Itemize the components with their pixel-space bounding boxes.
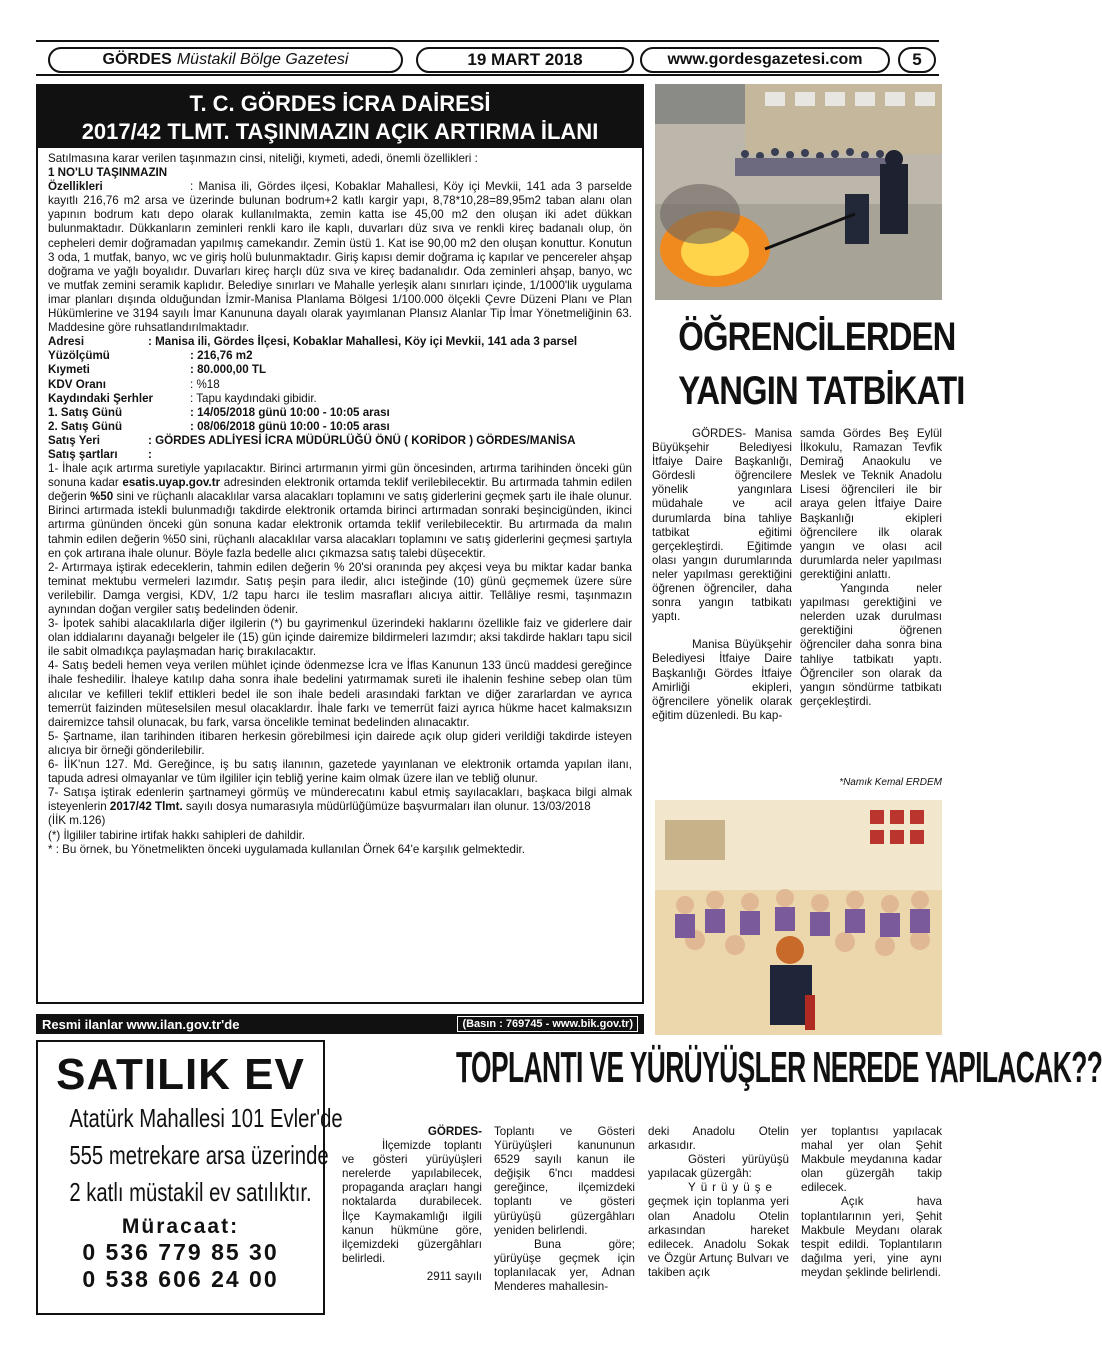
field-label: Satış şartları: [48, 447, 118, 461]
notice-title: [38, 86, 642, 148]
condition-6: 6- İİK'nun 127. Md. Gereğince, iş bu satış ilanının, gazetede yayınlanan ve elektronik ortamda yapılan ilanı, tapuda adresi olmayanlar ve tüm ilgililer için tebliğ yerine kaim olmak üzere ilan ve tebliğ olunur.: [48, 758, 632, 786]
esatis-link[interactable]: esatis.uyap.gov.tr: [122, 476, 221, 490]
notice-item-title: 1 NO'LU TAŞINMAZIN: [48, 166, 168, 180]
field-sale-conditions: [48, 448, 632, 462]
fire-article-p1: GÖRDES- Manisa Büyükşehir Belediyesi İtfaiye Daire Başkanlığı, Gördesli öğrencilere yönelik yangınlara müdahale ve acil durumlarda bina tahliye tatbikat eğitimi gerçekleştirdi. Eğitimde olası yangın durumlarında neler yapılması gerektiğini öğrenen öğrenciler, daha sonra yangın tatbikatı yaptı.: [652, 427, 792, 624]
notice-title-line2: 2017/42 TLMT. TAŞINMAZIN AÇIK ARTIRMA İLANI: [81, 119, 599, 144]
features-label: Özellikleri: [48, 180, 103, 194]
rally-article-p5: Gösteri yürüyüşü yapılacak güzergâh:: [648, 1153, 789, 1181]
field-label: KDV Oranı: [48, 377, 106, 391]
official-ads-link[interactable]: Resmi ilanlar www.ilan.gov.tr'de: [42, 1016, 240, 1032]
condition-text: sini ve rüçhanlı alacaklılar varsa alacakları toplamını ve satış giderlerini geçmek şartı ile ihale olunur. Birinci artırmada istekli bulunmadığı takdirde elektronik ortamda birinci artırmadan sonraki beşincigünden, ikinci artırma gününden önceki gün sonuna kadar elektronik ortamda teklif verilebilecektir. Bu artırmada da malın tahmin edilen değerin %50 sini, rüçhanlı alacaklılar varsa alacakları toplamını ve satış giderlerini geçmesi şartıyla en çok artırana ihale olunur. Böyle fazla bedelle alıcı çıkmazsa satış talebi düşecektir.: [48, 490, 632, 560]
page-number: 5: [898, 47, 936, 73]
rally-article-p4: deki Anadolu Otelin arkasıdır.: [648, 1125, 789, 1153]
rally-dateline: GÖRDES-: [427, 1125, 482, 1138]
condition-1: [48, 462, 632, 561]
ad-phone-1[interactable]: 0 536 779 85 30: [82, 1239, 279, 1265]
rally-headline: TOPLANTI VE YÜRÜYÜŞLER NEREDE YAPILACAK??: [456, 1043, 1102, 1092]
rally-article-col3: [648, 1125, 789, 1280]
field-annotations: [48, 392, 632, 406]
rally-article-col4: [801, 1125, 942, 1280]
condition-text: sayılı dosya numarasıyla müdürlüğümüze başvurmaları ilan olunur. 13/03/2018: [182, 800, 591, 814]
condition-percent: %50: [89, 490, 114, 504]
issue-date: 19 MART 2018: [416, 47, 634, 73]
notice-features: [48, 180, 632, 335]
field-label: Satış Yeri: [48, 433, 100, 447]
field-area: [48, 349, 632, 363]
ad-title: SATILIK EV: [56, 1050, 305, 1099]
field-value: : 80.000,00 TL: [190, 363, 267, 377]
newspaper-title: GÖRDES: [102, 51, 172, 68]
rally-article-p1: İlçemizde toplantı ve gösteri yürüyüşleri nerelerde yapılabilecek, propaganda araçları hangi noktalarda durabilecek. İlçe Kaymakamlığı ilgili kanun hükmüne göre, ilçemizdeki güzergâhları belirledi.: [342, 1139, 482, 1265]
field-value: : 08/06/2018 günü 10:00 - 10:05 arası: [190, 419, 390, 433]
rally-text: geçmek için toplanma yeri olan Anadolu Otelin arkasından hareket edilecek. Anadolu Sokak ve Özgür Artunç Bulvarı ve takiben açık: [648, 1195, 789, 1279]
ad-line-2: 555 metrekare arsa üzerinde: [69, 1140, 329, 1170]
website-link[interactable]: www.gordesgazetesi.com: [640, 47, 890, 73]
field-value: :: [148, 447, 152, 461]
field-value: : 14/05/2018 günü 10:00 - 10:05 arası: [190, 405, 390, 419]
fire-drill-photo-graphic: [655, 84, 942, 300]
newspaper-subtitle: Müstakil Bölge Gazetesi: [176, 51, 349, 68]
field-label: Kıymeti: [48, 363, 90, 377]
footnote-1: (*) İlgililer tabirine irtifak hakkı sahipleri de dahildir.: [48, 828, 306, 842]
field-value: : %18: [190, 377, 220, 391]
house-for-sale-ad: [36, 1040, 343, 1315]
notice-footer: [36, 1014, 644, 1034]
rally-article-p2: Toplantı ve Gösteri Yürüyüşleri kanununun 6529 sayılı kanun ile değişik 6'ncı maddesi gereğince, ilçemizdeki toplantı ve gösteri yürüyüşü güzergâhları yeniden belirlendi.: [494, 1125, 635, 1237]
fire-drill-headline: [678, 310, 965, 418]
ad-line-3: 2 katlı müstakil ev satılıktır.: [69, 1177, 312, 1207]
classroom-photo-graphic: [655, 800, 942, 1035]
fire-article-col1: [652, 427, 792, 723]
ad-phone-2[interactable]: 0 538 606 24 00: [82, 1266, 279, 1292]
features-text: : Manisa ili, Gördes ilçesi, Kobaklar Mahallesi, Köy içi Mevkii, 141 ada 3 parselde kayıtlı 216,76 m2 arsa ve üzerinde bulunan bodrum+2 katlı kargir yapı, 8,78*10,28=89,95m2 taban alanı olan yapının bodrum katı depo olarak kullanılmakta, zemin katta ise 45,00 m2 den oluşan iki adet dükkan bulunmaktadır. Dükkanların zeminleri renkli karo ile kaplı, duvarları düz sıva ve renkli kireç badanalı olup, ön cepheleri demir doğramadan yapılmış camekandır. Zemin üstü 1. Kat ise 90,00 m2 den oluşan konuttur. Konutun 3 oda, 1 mutfak, banyo, wc ve giriş holü bulunmaktadır. Giriş kapısı demir doğrama iç kapılar ve pencereler ahşap doğrama ve yağlı boyalıdır. Duvarları kireç harçlı düz sıva ve kireç badanalıdır. Oda zeminleri ahşap, banyo, wc ve mutfak zemini seramik kaplıdır. Belediye sınırları ve Mahalle yerleşik alanı sınırları içinde, 1/1000'lik uygulama imar planları dışında olduğundan İzmir-Manisa Planlama Bölgesi 1/100.000 ölçekli Çevre Düzeni Planı ve Plan Hükümlerine ve 3194 sayılı İmar Kanununa dayalı olarak yayımlanan Plansız Alanlar Tip İmar Yönetmeliğinin 63. Maddesine göre ruhsatlandırılmaktadır.: [48, 180, 632, 335]
field-sale-day-2: [48, 420, 632, 434]
footnote-2: * : Bu örnek, bu Yönetmelikten önceki uygulamada kullanılan Örnek 64'e karşılık gelmektedir.: [48, 842, 525, 856]
field-label: Yüzölçümü: [48, 349, 110, 363]
auction-notice: [36, 84, 644, 1004]
field-label: Adresi: [48, 335, 85, 349]
condition-5: 5- Şartname, ilan tarihinden itibaren herkesin görebilmesi için dairede açık olup gideri verildiği takdirde isteyen alıcıya bir örneği gönderilebilir.: [48, 729, 632, 757]
fire-article-col2: [800, 427, 942, 709]
field-label: 2. Satış Günü: [48, 419, 123, 433]
law-reference: (İİK m.126): [48, 814, 106, 828]
condition-text: 1- İhale açık artırma suretiyle yapılacaktır. Birinci artırmanın yirmi gün öncesinden, artırma tarihinden önceki gün sonuna kadar: [48, 462, 632, 490]
rally-article-p6: [648, 1181, 789, 1280]
field-sale-place: [48, 434, 632, 448]
field-value: : GÖRDES ADLİYESİ İCRA MÜDÜRLÜĞÜ ÖNÜ ( KORİDOR ) GÖRDES/MANİSA: [148, 433, 576, 447]
condition-4: 4- Satış bedeli hemen veya verilen mühlet içinde ödenmezse İcra ve İflas Kanunun 133 üncü maddesi gereğince ihale feshedilir. İhaleye katılıp daha sonra ihale bedelini yatırmamak sureti ile ihalenin feshine sebep olan tüm alıcılar ve kefilleri teklif ettikleri bedel ile son ihale bedeli arasındaki farktan ve diğer zararlardan ve ayrıca temerrüt faizinden müteselsilen mesul olacaklardır. İhale farkı ve temerrüt faizi ayrıca hükme hacet kalmaksızın dairemizce tahsil olunacak, bu fark, varsa öncelikle teminat bedelinden alınacaktır.: [48, 659, 632, 729]
rally-article-col1: [342, 1125, 482, 1284]
field-value: : Manisa ili, Gördes İlçesi, Kobaklar Mahallesi, Köy içi Mevkii, 141 ada 3 parsel: [148, 335, 578, 349]
press-reference: (Basın : 769745 - www.bik.gov.tr): [457, 1016, 638, 1032]
ad-contact-label: Müracaat:: [121, 1215, 240, 1238]
rally-article-p8: Açık hava toplantılarının yeri, Şehit Makbule Meydanı olarak tespit edildi. Toplantıların dağılma yeri, yine aynı meydan şeklinde belirlendi.: [801, 1195, 942, 1279]
newspaper-name: [48, 47, 403, 73]
file-number: 2017/42 Tlmt.: [109, 800, 183, 814]
rally-article-tail: 2911 sayılı: [426, 1269, 482, 1283]
field-vat: [48, 378, 632, 392]
fire-article-p4: Yangında neler yapılması gerektiğini ve nelerden uzak durulması gerektiğini öğrenen öğrenciler daha sonra bina tahliye tatbikatı yaptı. Öğrenciler son olarak da yangın söndürme tatbikatı gerçekleştirdi.: [800, 582, 942, 708]
condition-2: 2- Artırmaya iştirak edeceklerin, tahmin edilen değerin % 20'si oranında pey akçesi veya bu miktar kadar banka teminat mektubu vermeleri lazımdır. Satış peşin para iledir, alıcı isteğinde (10) günü geçmemek üzere süre verilebilir. Damga vergisi, KDV, 1/2 tapu harcı ile teslim masrafları alıcıya aittir. Tellâliye resmi, taşınmazın aynından doğan vergiler satış bedelinden ödenir.: [48, 560, 632, 616]
notice-body: [38, 148, 642, 857]
rally-article-p7: yer toplantısı yapılacak mahal yer olan Şehit Makbule meydanına kadar olan güzergâh takip edilecek.: [801, 1125, 942, 1195]
rally-article-col2: [494, 1125, 635, 1294]
classroom-photo: [655, 800, 942, 1035]
condition-7: [48, 786, 632, 814]
rally-article-p3: Buna göre; yürüyüşe geçmek için toplanılacak yer, Adnan Menderes mahallesin-: [494, 1237, 635, 1294]
field-value: : Tapu kaydındaki gibidir.: [190, 391, 317, 405]
field-label: Kaydındaki Şerhler: [48, 391, 154, 405]
notice-intro: Satılmasına karar verilen taşınmazın cinsi, niteliği, kıymeti, adedi, önemli özellikleri :: [48, 152, 478, 165]
fire-headline-line1: ÖĞRENCİLERDEN: [678, 315, 956, 359]
page-header: [36, 40, 939, 76]
field-value-amount: [48, 363, 632, 377]
ad-line-1: Atatürk Mahallesi 101 Evler'de: [69, 1103, 343, 1133]
field-label: 1. Satış Günü: [48, 405, 123, 419]
author-credit: *Namık Kemal ERDEM: [839, 777, 942, 788]
fire-article-p2: Manisa Büyükşehir Belediyesi İtfaiye Daire Başkanlığı Gördes İtfaiye Amirliği ekipleri, öğrencilere yönelik olarak eğitim düzenledi. Bu kap-: [652, 638, 792, 722]
condition-text: 7- Satışa iştirak edenlerin şartnameyi görmüş ve münderecatını kabul etmiş sayılacakları, başkaca bilgi almak isteyenlerin: [48, 786, 632, 814]
fire-headline-line2: YANGIN TATBİKATI: [678, 369, 965, 413]
field-value: : 216,76 m2: [190, 349, 253, 363]
condition-3: 3- İpotek sahibi alacaklılarla diğer ilgilerin (*) bu gayrimenkul üzerindeki haklarını özellikle faiz ve giderlere dair olan iddialarını dayanağı belgeler ile (15) gün içinde dairemize bildirmeleri lazımdır; aksi takdirde hakları tapu sicil ile sabit olmadıkça paylaşmadan hariç bırakılacaktır.: [48, 617, 632, 659]
notice-title-line1: T. C. GÖRDES İCRA DAİRESİ: [189, 91, 491, 116]
field-address: [48, 335, 632, 349]
fire-drill-photo: [655, 84, 942, 300]
fire-article-p3: samda Gördes Beş Eylül İlkokulu, Ramazan Tevfik Demirağ Anaokulu ve Meslek ve Teknik Anadolu Lisesi öğrencileri ile bir araya gelen İtfaiye Daire Başkanlığı ekipleri öğrencilere ilk olarak yangın ve olası acil durumlarda neler yapılması gerektiğini anlattı.: [800, 427, 942, 581]
field-sale-day-1: [48, 406, 632, 420]
rally-emphasis: Yürüyüşe: [688, 1181, 777, 1195]
condition-text: adresinden elektronik ortamda teklif verilebilecektir. Bu artırmada tahmin edilen değerin: [48, 476, 633, 504]
